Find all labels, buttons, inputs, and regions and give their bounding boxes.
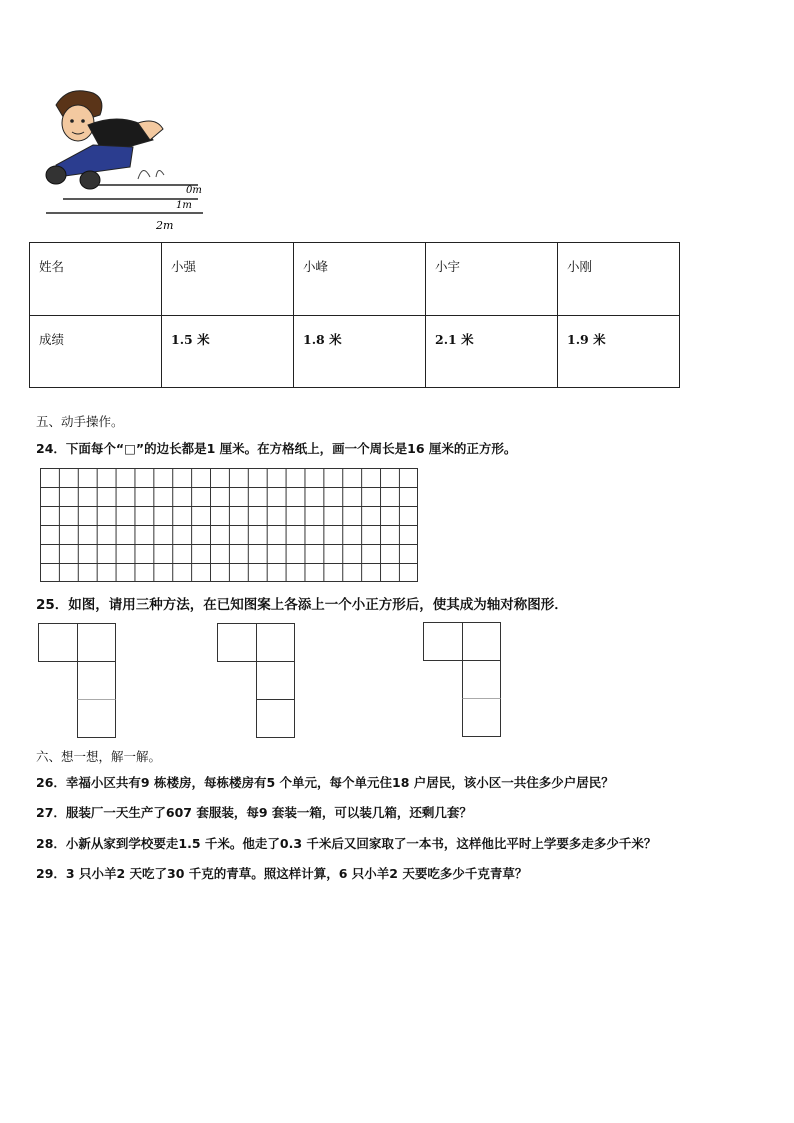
table-cell: 姓名 (30, 243, 162, 316)
table-row-header (30, 243, 680, 316)
mark-1m: 1m (176, 200, 192, 211)
table-cell: 1.9 米 (558, 315, 680, 388)
table-cell: 1.5 米 (162, 315, 294, 388)
table-cell: 2.1 米 (426, 315, 558, 388)
question-26: 26．幸福小区共有9 栋楼房，每栋楼房有5 个单元，每个单元住18 户居民，该小区一共住多少户居民？ (36, 775, 614, 790)
section-heading-5: 五、动手操作。 (36, 414, 124, 429)
table-cell: 小宇 (426, 243, 558, 316)
table-cell: 1.8 米 (294, 315, 426, 388)
mark-0m: 0m (186, 185, 202, 196)
question-24: 24．下面每个“□”的边长都是1 厘米。在方格纸上，画一个周长是16 厘米的正方形。 (36, 441, 517, 456)
score-table (29, 242, 680, 388)
mark-2m: 2m (156, 219, 174, 232)
long-jump-illustration (38, 85, 218, 235)
table-cell: 成绩 (30, 315, 162, 388)
table-cell: 小强 (162, 243, 294, 316)
section-heading-6: 六、想一想，解一解。 (36, 749, 162, 764)
question-25: 25．如图，请用三种方法，在已知图案上各添上一个小正方形后，使其成为轴对称图形． (36, 597, 568, 613)
question-29: 29．3 只小羊2 天吃了30 千克的青草。照这样计算，6 只小羊2 天要吃多少千克青草？ (36, 866, 528, 881)
table-cell: 小峰 (294, 243, 426, 316)
table-cell: 小刚 (558, 243, 680, 316)
grid-paper[interactable] (40, 468, 418, 582)
question-28: 28．小新从家到学校要走1.5 千米。他走了0.3 千米后又回家取了一本书，这样他比平时上学要多走多少千米？ (36, 836, 657, 851)
question-27: 27．服装厂一天生产了607 套服装，每9 套装一箱，可以装几箱，还剩几套？ (36, 805, 472, 820)
table-row-scores (30, 315, 680, 388)
